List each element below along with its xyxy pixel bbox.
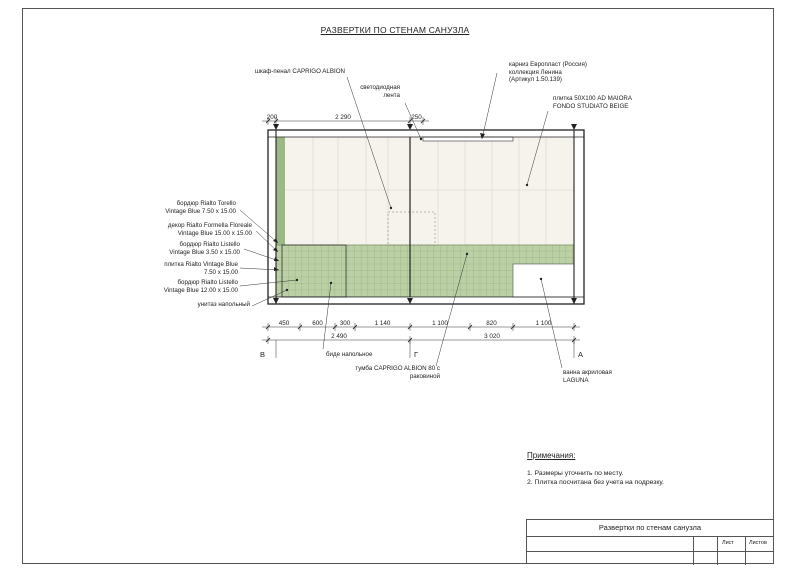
bottom-dim-0: 450 [278,320,290,327]
notes-title: Примечания: [527,451,576,460]
label-border-torello [130,200,236,215]
label-decor-formella-line1: декор Rialto Formella Floreale [167,222,252,229]
bathtub-shape [513,264,574,297]
label-border-listello-small-line1: бордюр Rialto Listello [179,241,240,248]
bottom-dim-6: 1 100 [535,320,552,327]
title-block-sheet: Лист [722,540,734,546]
label-led [358,84,400,99]
wall-upper-tile [276,137,574,245]
label-border-listello-big-line2: Vintage Blue 12.00 x 15.00 [163,286,238,294]
label-bath [563,369,612,384]
bottom-dim-1: 600 [312,320,323,327]
total-dim-0: 2 490 [331,333,347,340]
label-tile-main [553,95,632,110]
label-bath-line1: ванна акриловая [563,369,612,376]
label-tile-main-line2: FONDO STUDIATO BEIGE [553,102,629,110]
bottom-dim-5: 820 [486,320,497,327]
label-vanity [340,365,440,380]
label-border-torello-line2: Vintage Blue 7.50 x 15.00 [165,207,236,215]
bottom-dim-2: 300 [339,320,351,327]
label-decor-formella [130,222,252,237]
top-dim-1: 2 290 [335,114,351,121]
axis-label-v: В [260,350,266,359]
label-tile-main-line1: плитка 50Х100 AD MAIORA [553,95,633,102]
label-led-line2: лента [383,91,400,99]
title-block-title: Развертки по стенам санузла [527,520,773,537]
drawing-title: РАЗВЕРТКИ ПО СТЕНАМ САНУЗЛА [320,25,470,35]
label-bath-line2: LAGUNA [563,376,589,384]
axis-label-a: А [578,350,584,359]
label-tile-vintage-line1: плитка Rialto Vintage Blue [164,261,238,268]
label-cornice [509,61,587,84]
border-strip-left [276,137,285,245]
label-vanity-line1: тумба CAPRIGO ALBION 80 с [355,365,440,372]
label-border-listello-big [130,279,238,294]
bottom-dim-4: 1 100 [432,320,448,327]
label-tile-vintage [130,261,238,276]
label-led-line1: светодиодная [360,84,400,91]
label-bidet: биде напольное [326,351,373,358]
bottom-dim-3: 1 140 [374,320,391,327]
cornice-shape [423,137,513,141]
label-tile-vintage-line2: 7.50 x 15.00 [203,268,238,276]
label-border-listello-big-line1: бордюр Rialto Listello [177,279,238,286]
title-block-sheets: Листов [749,540,767,546]
axis-label-g: Г [414,350,419,359]
top-dim-0: 200 [266,114,278,121]
label-cornice-line2: коллекция Ленина [509,68,562,76]
note-item-2: 2. Плитка посчитана без учета на подрезку. [527,479,665,486]
label-border-listello-small-line2: Vintage Blue 3.50 x 15.00 [169,248,240,256]
total-dim-1: 3 020 [484,333,500,340]
label-toilet: унитаз напольный [197,301,250,308]
label-border-listello-small [130,241,240,256]
note-item-1: 1. Размеры уточнить по месту. [527,470,624,477]
label-cornice-line3: (Артикул 1.50.139) [509,76,562,84]
label-decor-formella-line2: Vintage Blue 15.00 x 15.00 [177,229,252,237]
label-vanity-line2: раковиной [409,372,440,380]
title-block [526,519,774,564]
top-dim-2: 250 [411,114,422,121]
label-cornice-line1: карниз Европласт (Россия) [509,61,587,68]
label-border-torello-line1: бордюр Rialto Torello [176,200,236,207]
label-cabinet: шкаф-пенал CAPRIGO ALBION [255,68,345,75]
